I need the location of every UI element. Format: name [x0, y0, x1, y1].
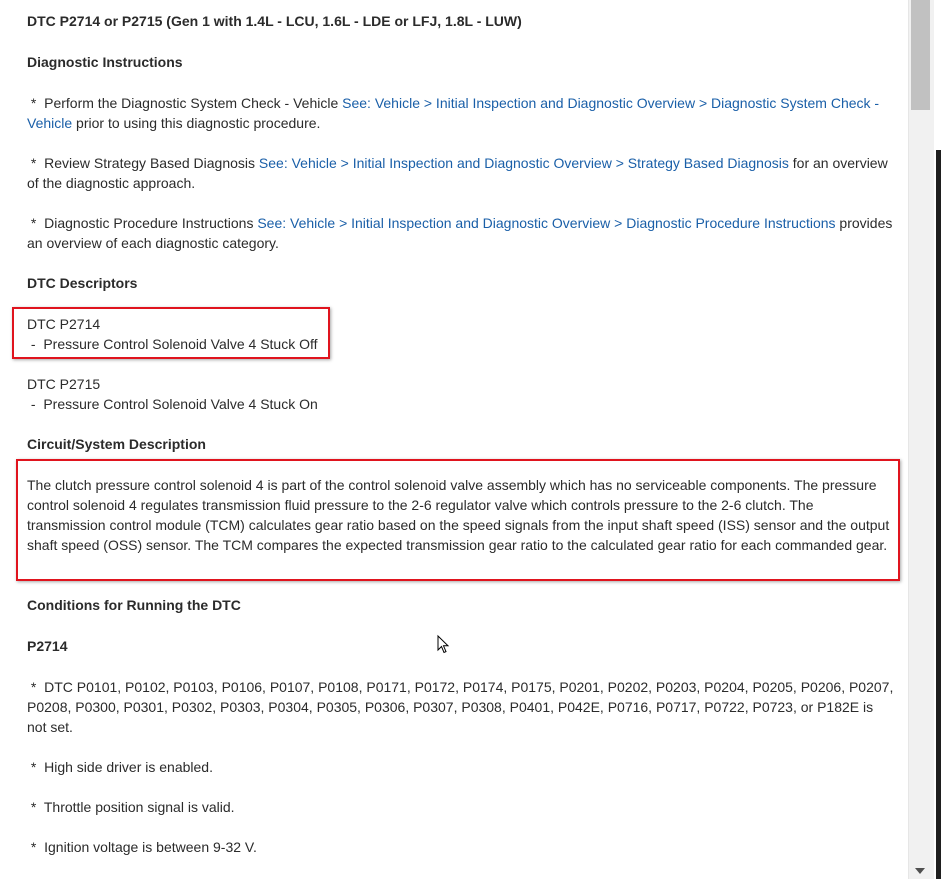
instruction-item-procedure — [27, 213, 895, 253]
instruction-item-system-check — [27, 93, 895, 133]
condition-item-ignition-voltage: * Ignition voltage is between 9-32 V. — [27, 839, 257, 855]
link-diagnostic-system-check[interactable]: See: Vehicle > Initial Inspection and Diagnostic Overview > Diagnostic System Check - Vehicle — [27, 95, 880, 131]
diagnostic-instructions-heading: Diagnostic Instructions — [27, 54, 183, 70]
instruction-text-after: for an overview of the diagnostic approach. — [27, 155, 888, 191]
dtc-code-p2715: DTC P2715 — [27, 376, 101, 392]
vertical-scrollbar[interactable] — [908, 0, 941, 879]
scrollbar-track[interactable] — [908, 0, 934, 879]
instruction-text-after: prior to using this diagnostic procedure. — [72, 115, 321, 131]
window-edge — [936, 150, 941, 879]
circuit-description-text: The clutch pressure control solenoid 4 is part of the control solenoid valve assembly which has no serviceable components. The pressure control solenoid 4 regulates transmission fluid pressure to the 2-6 regulator valve which controls pressure to the 2-6 clutch. The transmission control module (TCM) calculates gear ratio based on the speed signals from the input shaft speed (ISS) sensor and the output shaft speed (OSS) sensor. The TCM compares the expected transmission gear ratio to the calculated gear ratio for each commanded gear. — [27, 477, 890, 553]
instruction-text: Perform the Diagnostic System Check - Vehicle — [44, 95, 343, 111]
condition-item-high-side-driver: * High side driver is enabled. — [27, 759, 213, 775]
instruction-text: Diagnostic Procedure Instructions — [44, 215, 258, 231]
scroll-down-arrow-icon[interactable] — [915, 868, 925, 874]
bullet-marker: * — [27, 95, 45, 111]
conditions-heading: Conditions for Running the DTC — [27, 597, 241, 613]
document-content — [27, 0, 898, 879]
condition-item-throttle-position: * Throttle position signal is valid. — [27, 799, 235, 815]
instruction-text: Review Strategy Based Diagnosis — [44, 155, 259, 171]
dtc-desc-p2714: - Pressure Control Solenoid Valve 4 Stuck Off — [27, 336, 318, 352]
dtc-desc-p2715: - Pressure Control Solenoid Valve 4 Stuck On — [27, 396, 318, 412]
instruction-text-after: provides an overview of each diagnostic category. — [27, 215, 893, 251]
mouse-pointer-icon — [437, 635, 449, 654]
dtc-code-p2714: DTC P2714 — [27, 316, 101, 332]
condition-item-dtc-not-set: * DTC P0101, P0102, P0103, P0106, P0107, P0108, P0171, P0172, P0174, P0175, P0201, P0202, P0203, P0204, P0205, P0206, P0207, P0208, P0300, P0301, P0302, P0303, P0304, P0305, P0306, P0307, P0308, P0401, P042E, P0716, P0717, P0722, P0723, or P182E is not set. — [27, 679, 898, 735]
highlight-box-dtc-p2714 — [12, 307, 330, 359]
circuit-description-heading: Circuit/System Description — [27, 436, 206, 452]
bullet-marker: * — [27, 215, 45, 231]
bullet-marker: * — [27, 155, 45, 171]
highlight-box-circuit-description — [16, 459, 900, 581]
link-strategy-based-diagnosis[interactable]: See: Vehicle > Initial Inspection and Diagnostic Overview > Strategy Based Diagnosis — [258, 155, 789, 171]
conditions-subheading-p2714: P2714 — [27, 638, 68, 654]
scrollbar-thumb[interactable] — [911, 0, 930, 110]
dtc-descriptors-heading: DTC Descriptors — [27, 275, 138, 291]
page-title: DTC P2714 or P2715 (Gen 1 with 1.4L - LCU, 1.6L - LDE or LFJ, 1.8L - LUW) — [27, 13, 522, 29]
link-diagnostic-procedure-instructions[interactable]: See: Vehicle > Initial Inspection and Diagnostic Overview > Diagnostic Procedure Instructions — [257, 215, 836, 231]
instruction-item-strategy — [27, 153, 895, 193]
